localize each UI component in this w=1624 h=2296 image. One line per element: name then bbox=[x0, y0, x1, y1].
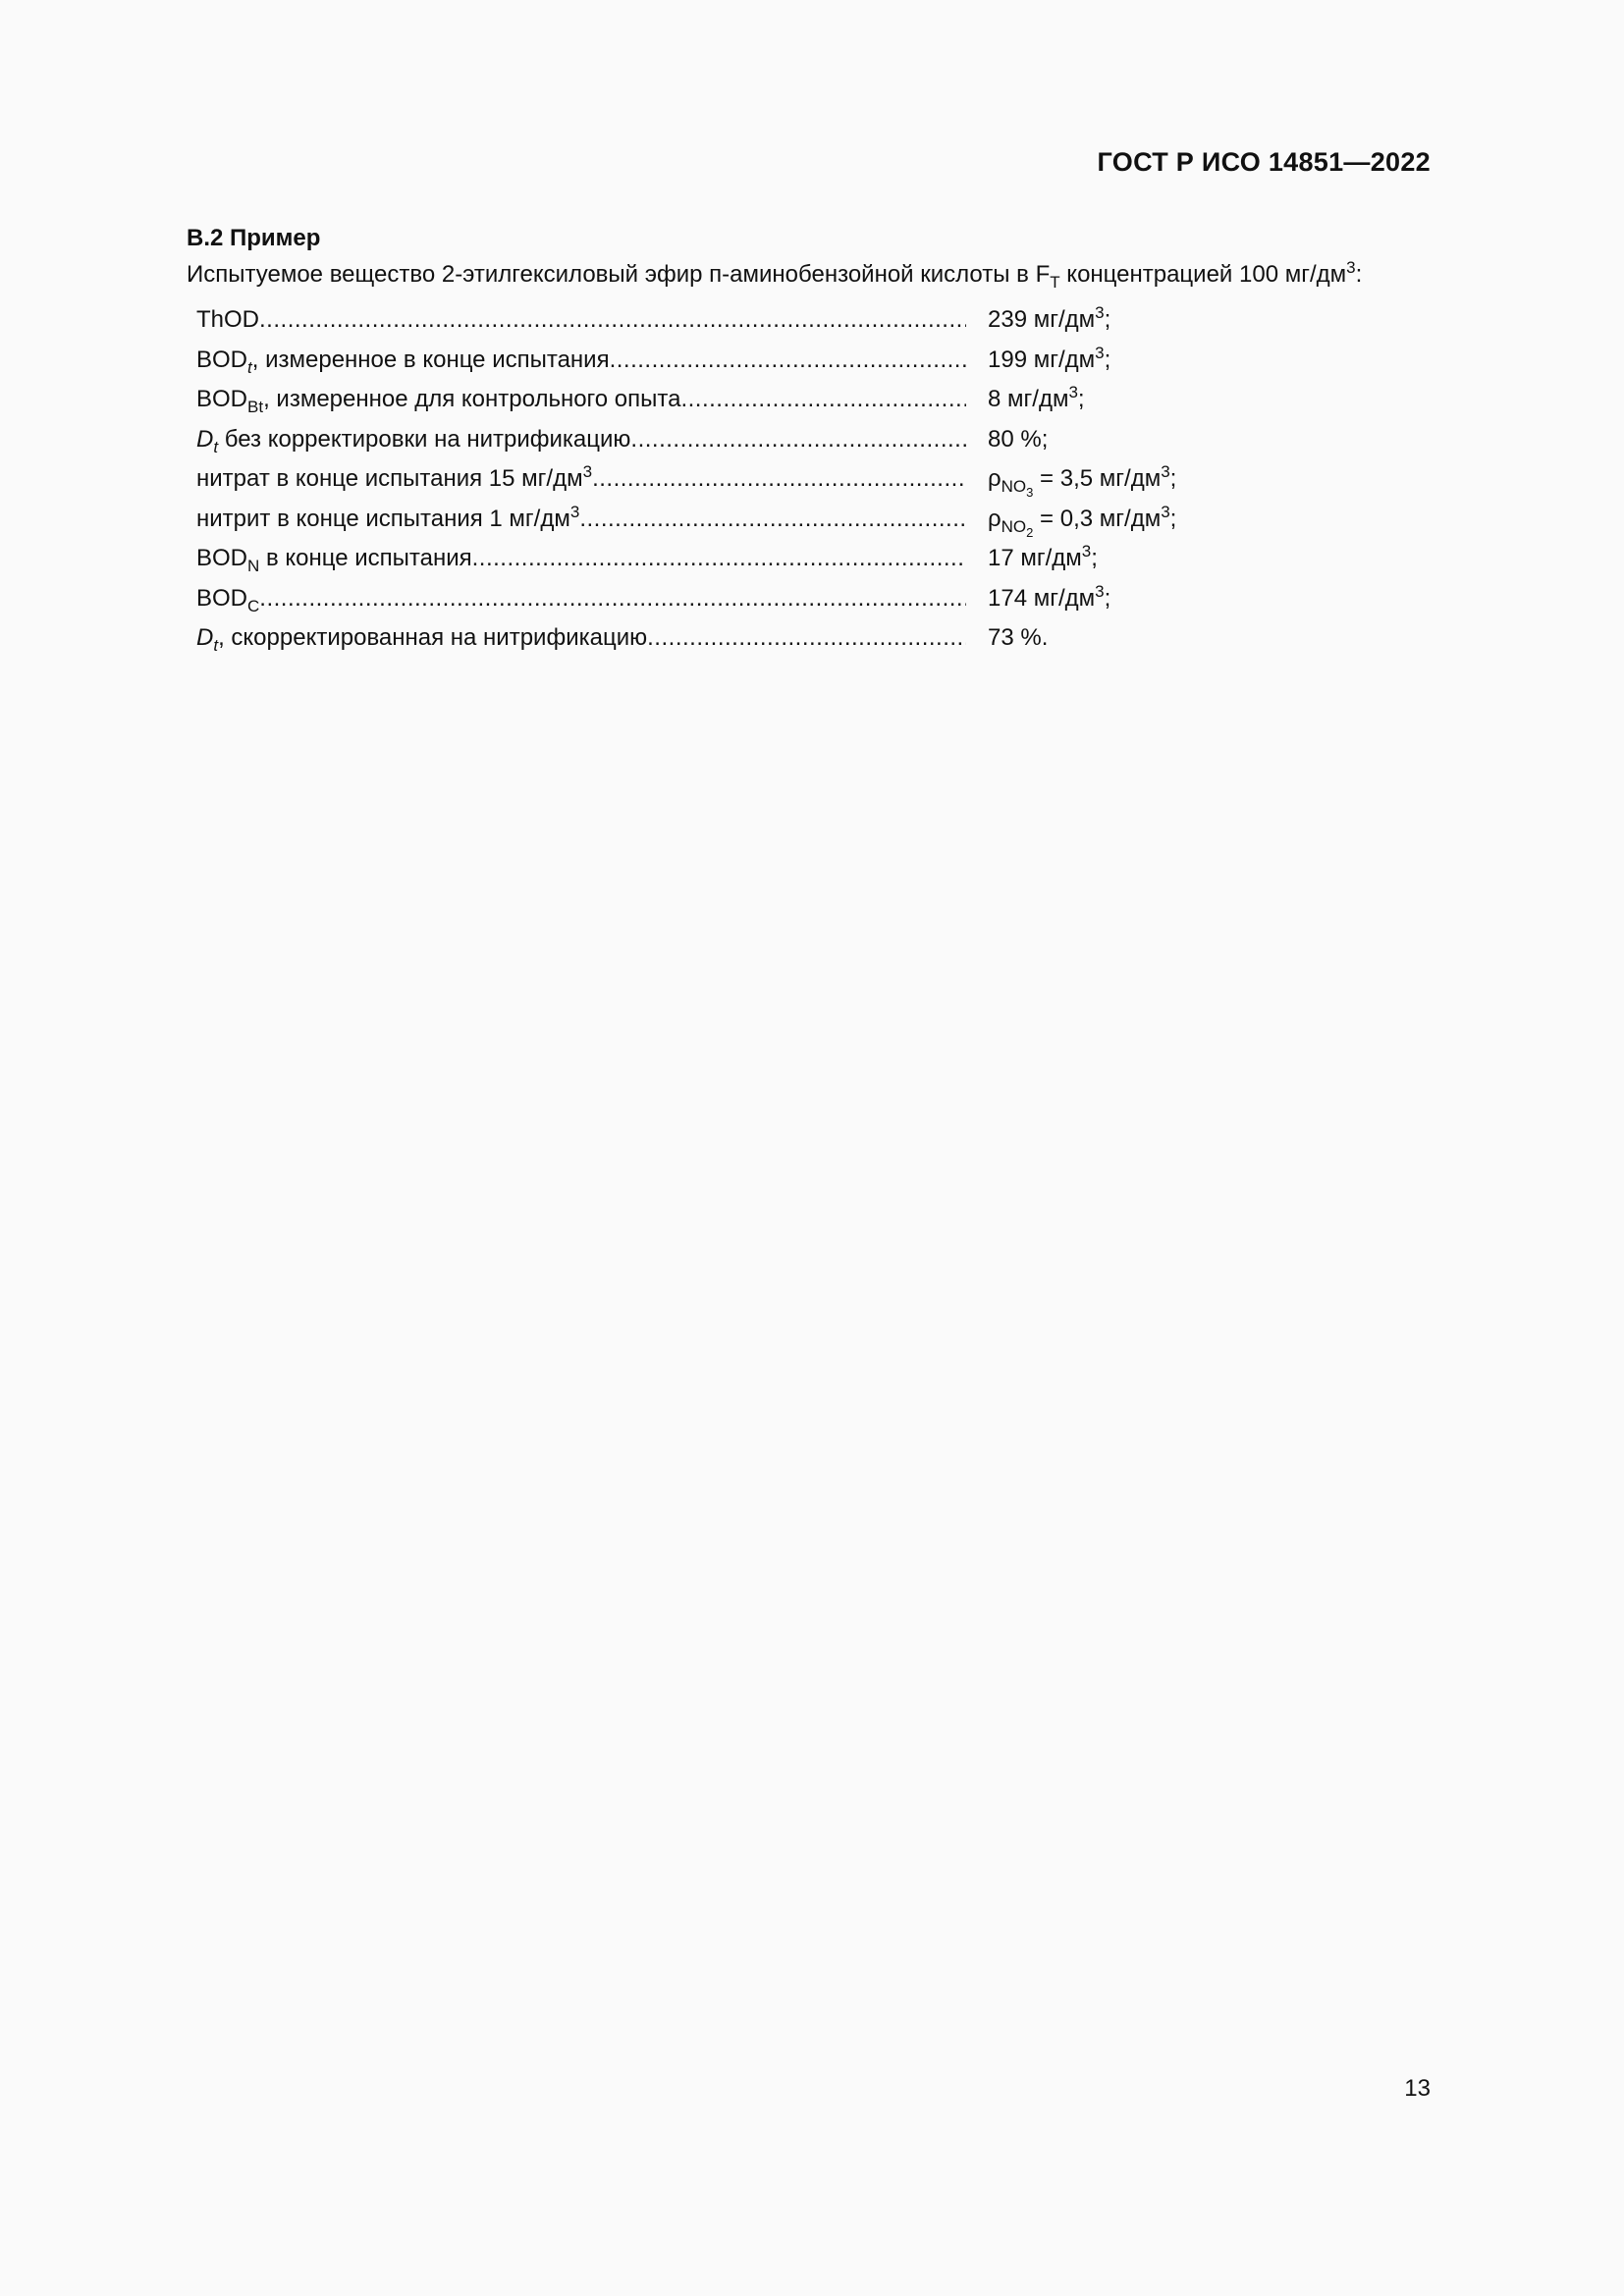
dot-leader bbox=[680, 380, 966, 419]
item-label bbox=[196, 459, 966, 499]
intro-subscript: T bbox=[1050, 273, 1060, 292]
label-main: ThOD bbox=[196, 306, 260, 333]
value-subscript bbox=[1001, 477, 1034, 500]
value-subscript bbox=[1001, 516, 1034, 540]
item-value bbox=[988, 539, 1098, 578]
value-main: 80 %; bbox=[988, 425, 1049, 453]
page-number: 13 bbox=[1404, 2075, 1431, 2102]
value-after: ; bbox=[1104, 584, 1111, 612]
value-superscript: 3 bbox=[1081, 542, 1092, 561]
results-list bbox=[196, 300, 1237, 659]
label-main: нитрат в конце испытания 15 мг/дм bbox=[196, 465, 583, 492]
dot-leader bbox=[592, 459, 966, 499]
intro-superscript: 3 bbox=[1346, 258, 1356, 277]
item-label bbox=[196, 341, 966, 380]
value-main: 199 мг/дм bbox=[988, 346, 1096, 373]
label-subscript: t bbox=[213, 437, 219, 456]
value-superscript: 3 bbox=[1095, 343, 1105, 362]
value-main: = 3,5 мг/дм bbox=[1033, 465, 1162, 492]
value-subscript-main: NO bbox=[1001, 477, 1027, 496]
value-subscript-main: NO bbox=[1001, 516, 1027, 536]
item-label bbox=[196, 420, 966, 459]
label-main: D bbox=[196, 624, 214, 651]
value-superscript: 3 bbox=[1161, 462, 1170, 481]
label-subscript: Bt bbox=[247, 398, 264, 416]
list-item bbox=[196, 459, 1237, 500]
dot-leader bbox=[259, 579, 966, 618]
label-rest: , измеренное для контрольного опыта bbox=[263, 386, 681, 412]
label-main: BOD bbox=[196, 346, 248, 373]
label-superscript: 3 bbox=[582, 462, 593, 481]
item-value bbox=[988, 579, 1110, 618]
dot-leader bbox=[259, 300, 966, 340]
item-label bbox=[196, 618, 966, 658]
value-after: ; bbox=[1091, 545, 1098, 571]
label-rest: , измеренное в конце испытания bbox=[251, 346, 610, 373]
list-item bbox=[196, 300, 1237, 341]
item-label bbox=[196, 300, 966, 340]
value-after: ; bbox=[1169, 465, 1177, 492]
dot-leader bbox=[579, 500, 966, 539]
label-subscript: t bbox=[247, 357, 252, 377]
label-rest: в конце испытания bbox=[259, 545, 472, 571]
dot-leader bbox=[630, 420, 966, 459]
value-superscript: 3 bbox=[1095, 303, 1105, 322]
value-after: ; bbox=[1104, 306, 1111, 333]
item-label bbox=[196, 500, 966, 539]
intro-text-before: Испытуемое вещество 2-этилгексиловый эфир п-аминобензойной кислоты в F bbox=[187, 261, 1051, 288]
label-rest: без корректировки на нитрификацию bbox=[218, 425, 631, 453]
list-item bbox=[196, 420, 1237, 460]
item-value bbox=[988, 341, 1110, 380]
label-main: нитрит в конце испытания 1 мг/дм bbox=[196, 505, 570, 532]
standard-header: ГОСТ Р ИСО 14851—2022 bbox=[1097, 147, 1431, 177]
value-symbol: ρ bbox=[988, 465, 1001, 492]
item-value bbox=[988, 459, 1176, 499]
item-label bbox=[196, 579, 966, 618]
value-after: ; bbox=[1169, 505, 1177, 532]
list-item bbox=[196, 579, 1237, 619]
item-value bbox=[988, 300, 1110, 340]
item-label bbox=[196, 539, 966, 578]
section-title: B.2 Пример bbox=[187, 225, 321, 251]
value-subsubscript: 3 bbox=[1026, 485, 1034, 500]
value-after: ; bbox=[1077, 386, 1085, 412]
label-subscript: N bbox=[247, 557, 260, 575]
value-main: 17 мг/дм bbox=[988, 545, 1082, 571]
value-superscript: 3 bbox=[1161, 502, 1170, 521]
value-symbol: ρ bbox=[988, 505, 1001, 532]
label-subscript: t bbox=[213, 636, 219, 655]
label-main: BOD bbox=[196, 584, 248, 612]
intro-text-after: : bbox=[1355, 261, 1363, 288]
value-main: 239 мг/дм bbox=[988, 306, 1096, 333]
item-value bbox=[988, 380, 1085, 419]
label-main: BOD bbox=[196, 545, 248, 571]
intro-text-middle: концентрацией 100 мг/дм bbox=[1059, 261, 1347, 288]
value-main: 174 мг/дм bbox=[988, 584, 1096, 612]
value-subsubscript: 2 bbox=[1026, 524, 1034, 540]
item-value bbox=[988, 420, 1048, 459]
list-item bbox=[196, 500, 1237, 540]
value-main: = 0,3 мг/дм bbox=[1033, 505, 1162, 532]
value-after: ; bbox=[1104, 346, 1111, 373]
intro-paragraph bbox=[187, 258, 1443, 292]
value-superscript: 3 bbox=[1095, 581, 1105, 601]
dot-leader bbox=[610, 341, 966, 380]
label-superscript: 3 bbox=[569, 502, 580, 521]
item-value bbox=[988, 500, 1176, 539]
label-main: BOD bbox=[196, 386, 248, 412]
list-item bbox=[196, 618, 1237, 659]
list-item bbox=[196, 539, 1237, 579]
dot-leader bbox=[647, 618, 966, 658]
label-main: D bbox=[196, 425, 214, 453]
list-item bbox=[196, 380, 1237, 420]
label-rest: , скорректированная на нитрификацию bbox=[218, 624, 648, 651]
value-superscript: 3 bbox=[1068, 383, 1078, 401]
label-subscript: C bbox=[247, 596, 260, 615]
value-main: 8 мг/дм bbox=[988, 386, 1069, 412]
list-item bbox=[196, 341, 1237, 381]
value-main: 73 %. bbox=[988, 624, 1049, 651]
dot-leader bbox=[472, 539, 966, 578]
item-value bbox=[988, 618, 1048, 658]
item-label bbox=[196, 380, 966, 419]
